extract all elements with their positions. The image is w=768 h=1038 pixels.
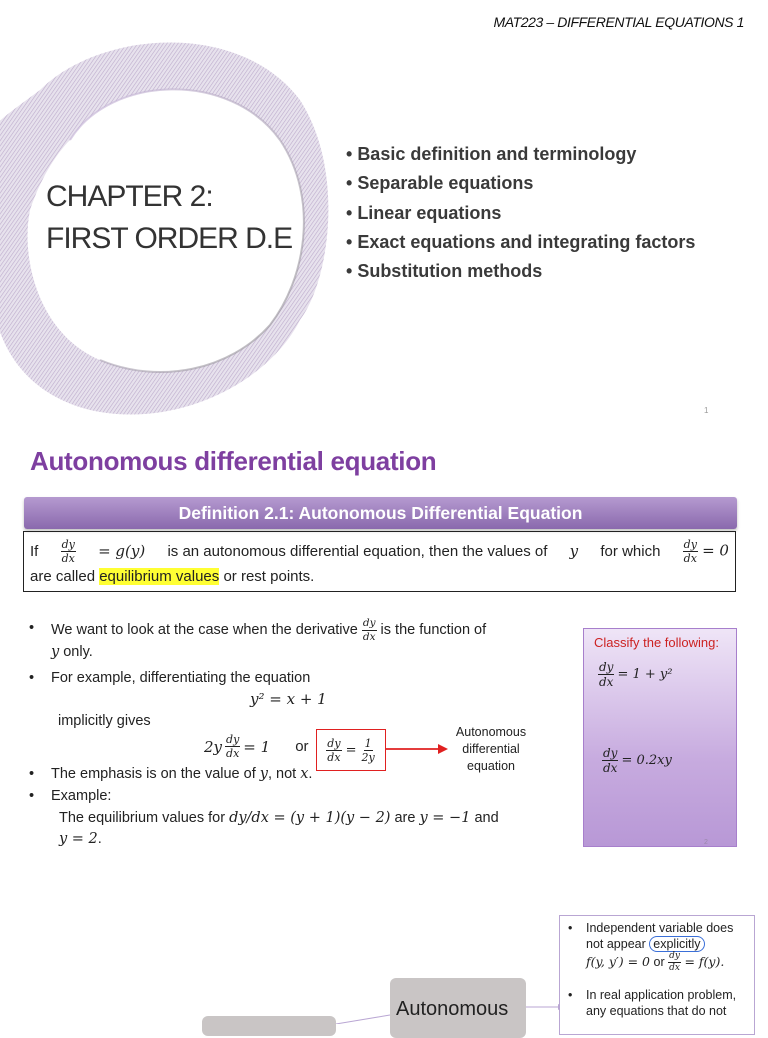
definition-box	[23, 531, 736, 592]
topic-list	[346, 140, 695, 286]
highlighted-equation-box: $\frac{dy}{dx}$ = $\frac{1}{2y}$	[316, 729, 386, 771]
autonomous-node: Autonomous	[390, 978, 526, 1038]
classify-equation-1: $\frac{dy}{dx}$ = 1 + y²	[599, 660, 673, 689]
arrow-right-icon	[386, 742, 448, 756]
equation-y-squared: y² = x + 1	[250, 690, 327, 708]
classify-title: Classify the following:	[594, 635, 719, 650]
slide-1	[0, 0, 768, 430]
chapter-title-line-1: CHAPTER 2:	[46, 180, 213, 213]
course-code: MAT223 – DIFFERENTIAL EQUATIONS 1	[493, 14, 744, 30]
blurred-subtitle	[44, 262, 254, 276]
topic-item: • Linear equations	[346, 199, 695, 228]
bullet-example-differentiate: • For example, differentiating the equation	[51, 670, 310, 686]
definition-line-1	[30, 536, 729, 566]
notes-box	[559, 915, 755, 1035]
classify-panel	[583, 628, 737, 847]
circled-word: explicitly	[649, 936, 704, 952]
topic-item: • Substitution methods	[346, 257, 695, 286]
note-item: • Independent variable does not appear explicitly f(y, y′) = 0 or $\frac{dy}{dx}$ = f(y).	[586, 920, 748, 973]
slide-heading: Autonomous differential equation	[30, 446, 437, 476]
equation-2y-dydx: 2y $\frac{dy}{dx}$ = 1 or	[204, 733, 309, 760]
page-number: 1	[704, 406, 709, 415]
highlighted-term: equilibrium values	[99, 568, 220, 585]
bullet-emphasis: • The emphasis is on the value of y, not x.	[51, 766, 312, 782]
def-are-called: are called	[30, 568, 96, 585]
definition-line-2	[30, 568, 729, 585]
def-end: or rest points.	[223, 568, 315, 585]
dy-dx-fraction: $\frac{dy}{dx}$	[61, 537, 75, 565]
def-middle-text: is an autonomous differential equation, then the values of	[167, 542, 548, 560]
topic-item: • Basic definition and terminology	[346, 140, 695, 169]
note-item: • In real application problem, any equations that do not	[586, 987, 748, 1019]
page-number: 2	[704, 839, 708, 846]
definition-banner: Definition 2.1: Autonomous Differential Equation	[24, 497, 737, 529]
def-equation: = g(y)	[98, 542, 146, 560]
implicitly-gives: implicitly gives	[58, 713, 151, 729]
def-y: y	[569, 542, 579, 560]
autonomous-label: Autonomous differential equation	[455, 725, 527, 773]
topic-item: • Separable equations	[346, 169, 695, 198]
def-zero-eq: $\frac{dy}{dx}$ = 0	[683, 537, 729, 565]
equilibrium-example: The equilibrium values for dy/dx = (y + 1)(y − 2) are y = −1 and y = 2.	[59, 810, 499, 847]
chapter-title	[46, 176, 292, 260]
bullet-example: • Example:	[51, 788, 111, 804]
diagram-node-left	[202, 1016, 336, 1036]
chapter-title-line-2: FIRST ORDER D.E	[46, 222, 293, 255]
bullet-derivative: • We want to look at the case when the derivative $\frac{dy}{dx}$ is the function of y only.	[51, 618, 561, 662]
def-for-which: for which	[600, 542, 661, 560]
def-if: If	[30, 542, 39, 560]
topic-item: • Exact equations and integrating factors	[346, 228, 695, 257]
classify-equation-2: $\frac{dy}{dx}$ = 0.2xy	[603, 746, 672, 775]
